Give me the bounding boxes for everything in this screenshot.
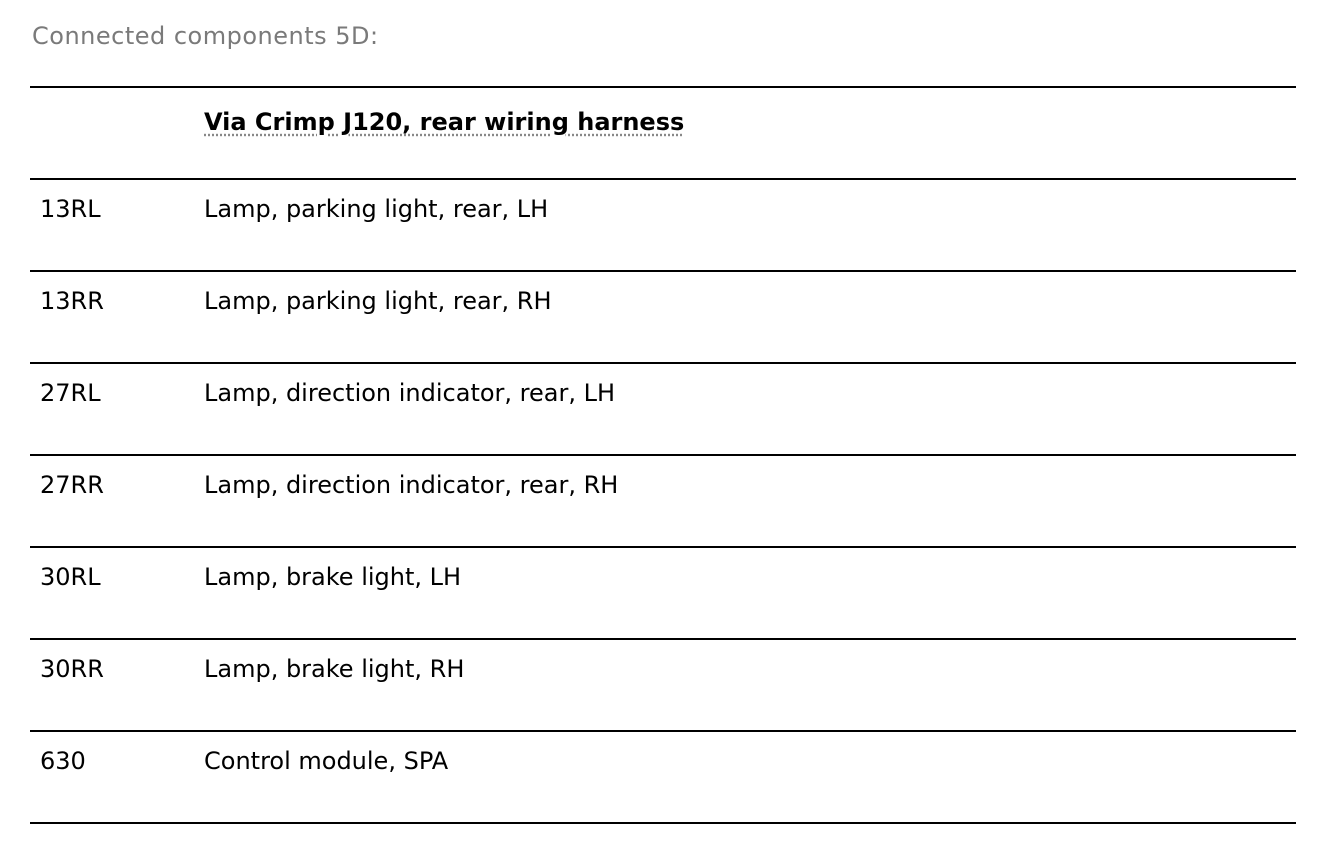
components-table xyxy=(30,86,1296,824)
table-row xyxy=(30,640,1296,732)
table-row xyxy=(30,456,1296,548)
component-code: 630 xyxy=(40,747,86,775)
component-code: 27RR xyxy=(40,471,104,499)
table-row xyxy=(30,180,1296,272)
table-header-row xyxy=(30,88,1296,180)
component-code: 27RL xyxy=(40,379,101,407)
component-code: 30RR xyxy=(40,655,104,683)
component-description: Lamp, direction indicator, rear, LH xyxy=(204,379,616,407)
component-description: Control module, SPA xyxy=(204,747,449,775)
component-description: Lamp, parking light, rear, RH xyxy=(204,287,552,315)
table-row xyxy=(30,732,1296,824)
harness-link[interactable]: Via Crimp J120, rear wiring harness xyxy=(204,108,685,136)
component-code: 30RL xyxy=(40,563,101,591)
component-description: Lamp, parking light, rear, LH xyxy=(204,195,549,223)
page-caption: Connected components 5D: xyxy=(32,22,379,50)
component-description: Lamp, brake light, RH xyxy=(204,655,465,683)
component-code: 13RL xyxy=(40,195,101,223)
table-row xyxy=(30,272,1296,364)
table-row xyxy=(30,364,1296,456)
component-description: Lamp, brake light, LH xyxy=(204,563,462,591)
table-row xyxy=(30,548,1296,640)
component-description: Lamp, direction indicator, rear, RH xyxy=(204,471,619,499)
component-code: 13RR xyxy=(40,287,104,315)
